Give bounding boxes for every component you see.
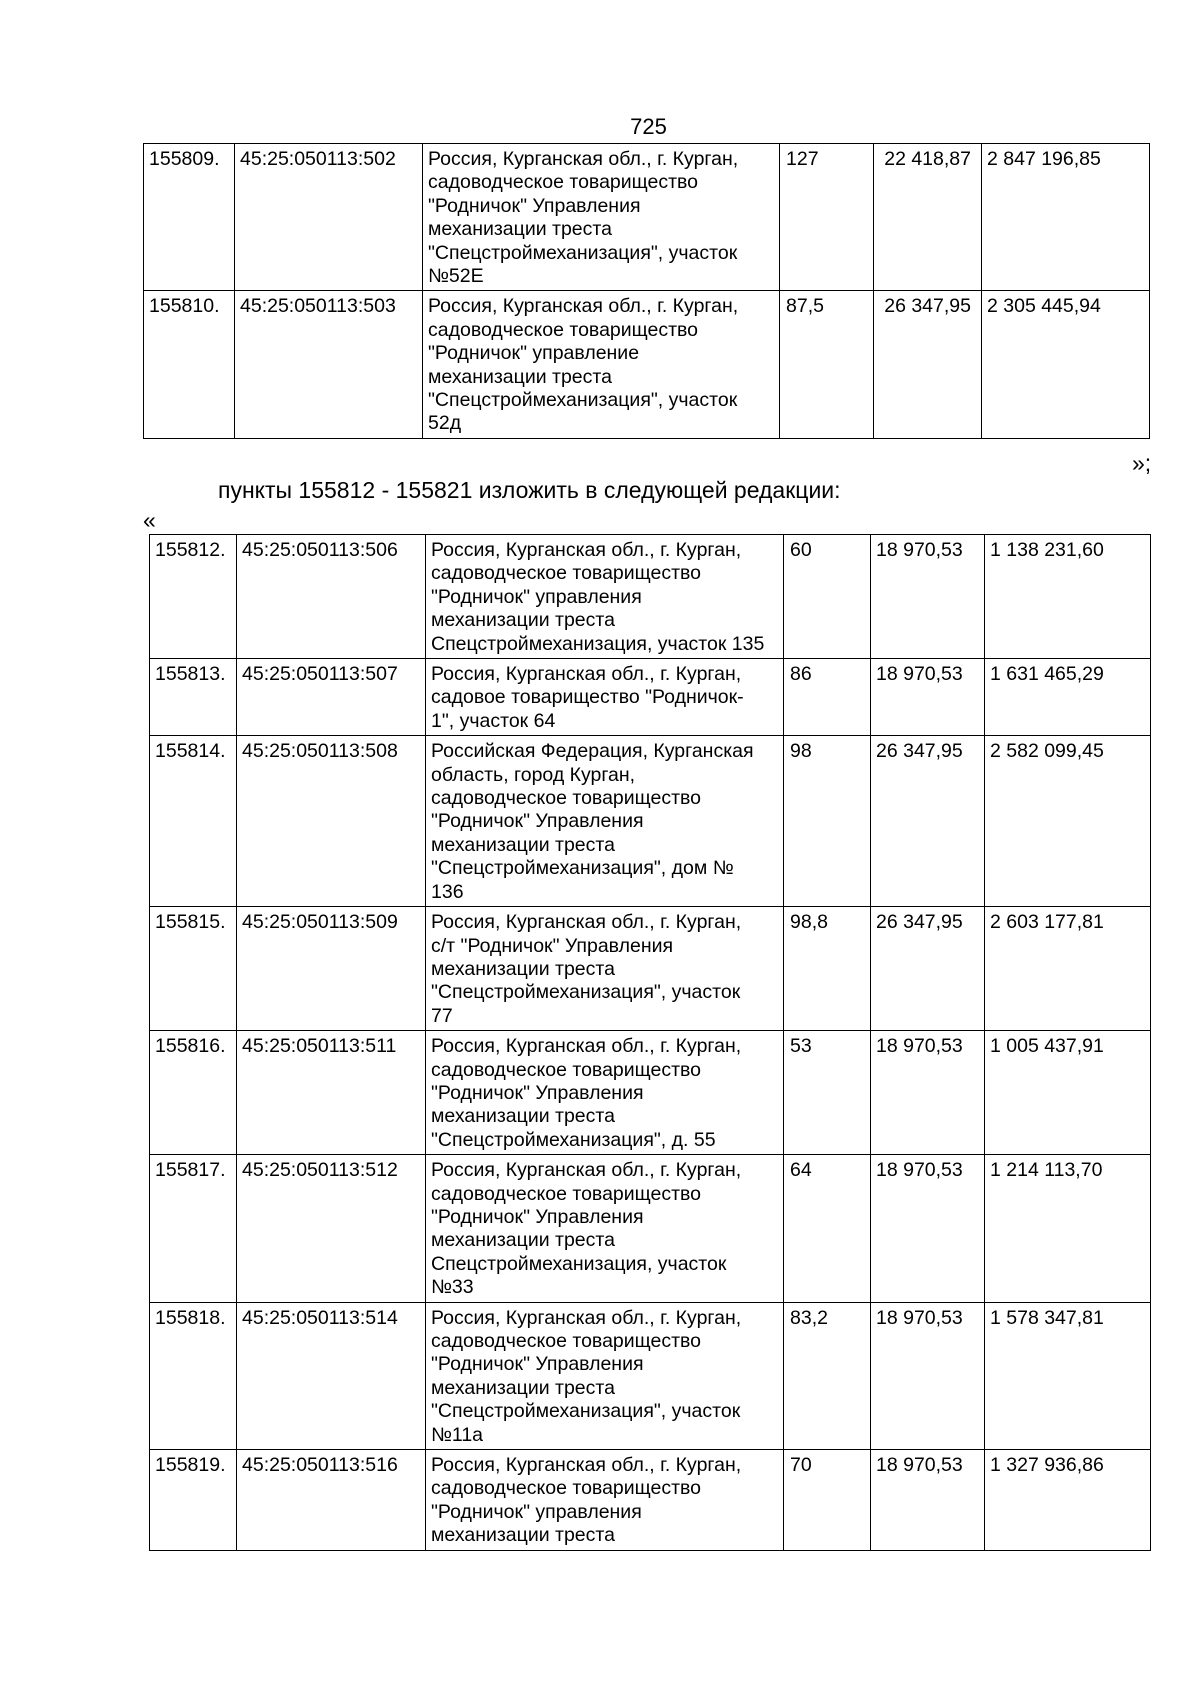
closing-quote: »; bbox=[1132, 450, 1152, 476]
cadastral-value: 1 327 936,86 bbox=[985, 1450, 1151, 1551]
cadastral-value: 1 631 465,29 bbox=[985, 659, 1151, 736]
cadastral-number: 45:25:050113:507 bbox=[237, 659, 426, 736]
row-number: 155810. bbox=[144, 291, 235, 438]
price-per-unit: 26 347,95 bbox=[871, 736, 985, 907]
cadastral-number: 45:25:050113:509 bbox=[237, 907, 426, 1031]
plot-area: 53 bbox=[784, 1031, 871, 1155]
plot-area: 98 bbox=[784, 736, 871, 907]
land-plots-table-main bbox=[149, 534, 1151, 1551]
cadastral-value: 1 005 437,91 bbox=[985, 1031, 1151, 1155]
price-per-unit: 18 970,53 bbox=[871, 659, 985, 736]
cadastral-number: 45:25:050113:511 bbox=[237, 1031, 426, 1155]
table-row bbox=[150, 1450, 1151, 1551]
table-row bbox=[150, 659, 1151, 736]
plot-address: Россия, Курганская обл., г. Курган, садоводческое товарищество "Родничок" управления механизации треста bbox=[426, 1450, 784, 1551]
plot-area: 127 bbox=[780, 144, 874, 291]
table-row bbox=[144, 291, 1150, 438]
cadastral-value: 2 582 099,45 bbox=[985, 736, 1151, 907]
price-per-unit: 26 347,95 bbox=[871, 907, 985, 1031]
plot-address: Россия, Курганская обл., г. Курган, садоводческое товарищество "Родничок" управление механизации треста "Спецстроймеханизация", участок 52д bbox=[423, 291, 780, 438]
cadastral-value: 1 214 113,70 bbox=[985, 1155, 1151, 1302]
cadastral-number: 45:25:050113:506 bbox=[237, 535, 426, 659]
table-row bbox=[144, 144, 1150, 291]
price-per-unit: 18 970,53 bbox=[871, 535, 985, 659]
row-number: 155816. bbox=[150, 1031, 237, 1155]
cadastral-value: 2 847 196,85 bbox=[982, 144, 1150, 291]
table-row bbox=[150, 1155, 1151, 1302]
cadastral-number: 45:25:050113:503 bbox=[235, 291, 423, 438]
plot-address: Россия, Курганская обл., г. Курган, садоводческое товарищество "Родничок" Управления механизации треста "Спецстроймеханизация", участок №52Е bbox=[423, 144, 780, 291]
row-number: 155817. bbox=[150, 1155, 237, 1302]
row-number: 155813. bbox=[150, 659, 237, 736]
price-per-unit: 18 970,53 bbox=[871, 1031, 985, 1155]
cadastral-value: 1 578 347,81 bbox=[985, 1302, 1151, 1449]
table-row bbox=[150, 736, 1151, 907]
row-number: 155815. bbox=[150, 907, 237, 1031]
row-number: 155809. bbox=[144, 144, 235, 291]
price-per-unit: 22 418,87 bbox=[874, 144, 982, 291]
cadastral-value: 1 138 231,60 bbox=[985, 535, 1151, 659]
cadastral-number: 45:25:050113:508 bbox=[237, 736, 426, 907]
cadastral-number: 45:25:050113:516 bbox=[237, 1450, 426, 1551]
plot-address: Россия, Курганская обл., г. Курган, садоводческое товарищество "Родничок" управления механизации треста Спецстроймеханизация, участок 135 bbox=[426, 535, 784, 659]
price-per-unit: 18 970,53 bbox=[871, 1302, 985, 1449]
cadastral-number: 45:25:050113:514 bbox=[237, 1302, 426, 1449]
price-per-unit: 26 347,95 bbox=[874, 291, 982, 438]
table-row bbox=[150, 535, 1151, 659]
plot-address: Российская Федерация, Курганская область, город Курган, садоводческое товарищество "Родничок" Управления механизации треста "Спецстроймеханизация", дом № 136 bbox=[426, 736, 784, 907]
plot-address: Россия, Курганская обл., г. Курган, садовое товарищество "Родничок- 1", участок 64 bbox=[426, 659, 784, 736]
row-number: 155819. bbox=[150, 1450, 237, 1551]
plot-area: 70 bbox=[784, 1450, 871, 1551]
table-row bbox=[150, 1031, 1151, 1155]
amendment-instruction: пункты 155812 - 155821 изложить в следующей редакции: bbox=[218, 477, 841, 503]
plot-area: 87,5 bbox=[780, 291, 874, 438]
plot-address: Россия, Курганская обл., г. Курган, садоводческое товарищество "Родничок" Управления механизации треста "Спецстроймеханизация", участок №11а bbox=[426, 1302, 784, 1449]
plot-area: 64 bbox=[784, 1155, 871, 1302]
row-number: 155814. bbox=[150, 736, 237, 907]
table-row bbox=[150, 907, 1151, 1031]
plot-address: Россия, Курганская обл., г. Курган, с/т "Родничок" Управления механизации треста "Спецстроймеханизация", участок 77 bbox=[426, 907, 784, 1031]
page-number: 725 bbox=[630, 114, 667, 139]
plot-area: 86 bbox=[784, 659, 871, 736]
plot-area: 83,2 bbox=[784, 1302, 871, 1449]
row-number: 155812. bbox=[150, 535, 237, 659]
price-per-unit: 18 970,53 bbox=[871, 1155, 985, 1302]
row-number: 155818. bbox=[150, 1302, 237, 1449]
cadastral-value: 2 603 177,81 bbox=[985, 907, 1151, 1031]
cadastral-value: 2 305 445,94 bbox=[982, 291, 1150, 438]
plot-address: Россия, Курганская обл., г. Курган, садоводческое товарищество "Родничок" Управления механизации треста "Спецстроймеханизация", д. 55 bbox=[426, 1031, 784, 1155]
table-row bbox=[150, 1302, 1151, 1449]
cadastral-number: 45:25:050113:512 bbox=[237, 1155, 426, 1302]
price-per-unit: 18 970,53 bbox=[871, 1450, 985, 1551]
land-plots-table-top bbox=[143, 143, 1150, 439]
plot-address: Россия, Курганская обл., г. Курган, садоводческое товарищество "Родничок" Управления механизации треста Спецстроймеханизация, участок №33 bbox=[426, 1155, 784, 1302]
cadastral-number: 45:25:050113:502 bbox=[235, 144, 423, 291]
plot-area: 98,8 bbox=[784, 907, 871, 1031]
plot-area: 60 bbox=[784, 535, 871, 659]
opening-quote: « bbox=[143, 507, 156, 533]
